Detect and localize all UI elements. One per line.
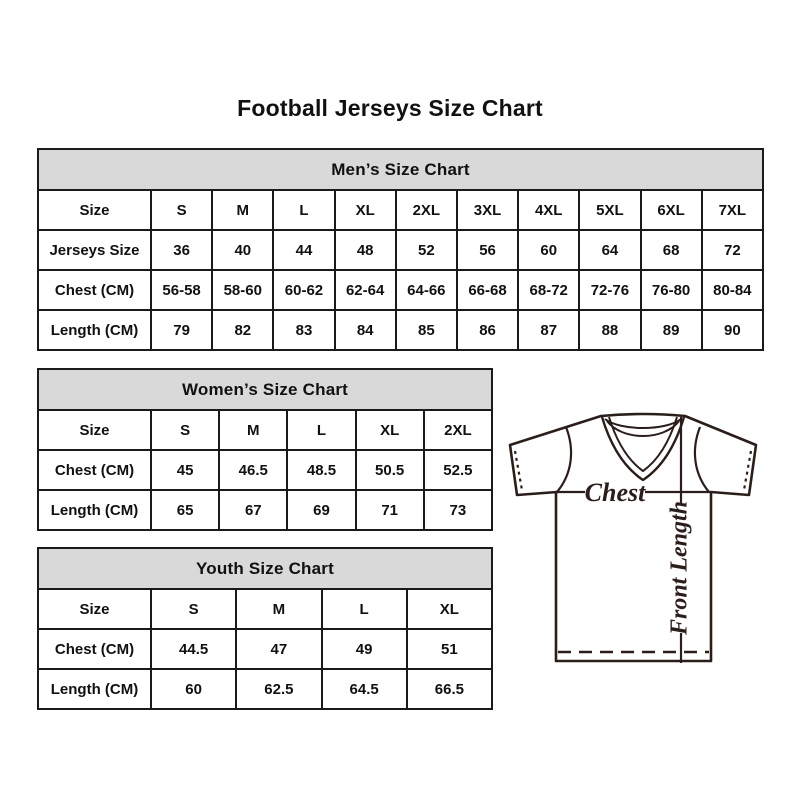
table-row — [38, 410, 492, 450]
value-cell: 56 — [457, 230, 518, 270]
value-cell: 3XL — [457, 190, 518, 230]
womens-size-table — [37, 368, 493, 531]
value-cell: 2XL — [424, 410, 492, 450]
jersey-measurement-diagram — [498, 406, 770, 668]
value-cell: 45 — [151, 450, 219, 490]
value-cell: 89 — [641, 310, 702, 350]
value-cell: 85 — [396, 310, 457, 350]
jersey-outline — [510, 414, 756, 661]
table-title: Women’s Size Chart — [38, 369, 492, 410]
value-cell: 5XL — [579, 190, 640, 230]
table-title-row — [38, 548, 492, 589]
value-cell: 48.5 — [287, 450, 355, 490]
value-cell: 72-76 — [579, 270, 640, 310]
value-cell: 73 — [424, 490, 492, 530]
table-row — [38, 589, 492, 629]
value-cell: S — [151, 589, 236, 629]
table-row — [38, 629, 492, 669]
value-cell: 66-68 — [457, 270, 518, 310]
value-cell: 84 — [335, 310, 396, 350]
value-cell: 60 — [518, 230, 579, 270]
value-cell: 68 — [641, 230, 702, 270]
value-cell: 64 — [579, 230, 640, 270]
table-title: Youth Size Chart — [38, 548, 492, 589]
table-row — [38, 669, 492, 709]
value-cell: 4XL — [518, 190, 579, 230]
value-cell: 2XL — [396, 190, 457, 230]
chest-measure-label: Chest — [584, 478, 646, 507]
table-row — [38, 450, 492, 490]
value-cell: XL — [335, 190, 396, 230]
value-cell: 7XL — [702, 190, 763, 230]
table-row — [38, 270, 763, 310]
value-cell: 6XL — [641, 190, 702, 230]
value-cell: 76-80 — [641, 270, 702, 310]
value-cell: 58-60 — [212, 270, 273, 310]
table-title: Men’s Size Chart — [38, 149, 763, 190]
row-label-cell: Size — [38, 410, 151, 450]
value-cell: 44 — [273, 230, 334, 270]
value-cell: 62.5 — [236, 669, 321, 709]
value-cell: M — [212, 190, 273, 230]
value-cell: 67 — [219, 490, 287, 530]
value-cell: 44.5 — [151, 629, 236, 669]
value-cell: 49 — [322, 629, 407, 669]
value-cell: 64-66 — [396, 270, 457, 310]
row-label-cell: Length (CM) — [38, 310, 151, 350]
value-cell: 72 — [702, 230, 763, 270]
value-cell: 64.5 — [322, 669, 407, 709]
table-row — [38, 310, 763, 350]
row-label-cell: Chest (CM) — [38, 629, 151, 669]
value-cell: 52 — [396, 230, 457, 270]
value-cell: M — [219, 410, 287, 450]
page-title: Football Jerseys Size Chart — [237, 95, 543, 121]
table-row — [38, 490, 492, 530]
value-cell: 52.5 — [424, 450, 492, 490]
row-label-cell: Length (CM) — [38, 490, 151, 530]
value-cell: L — [322, 589, 407, 629]
front-length-measure-label: Front Length — [666, 500, 693, 636]
value-cell: 46.5 — [219, 450, 287, 490]
table-row — [38, 190, 763, 230]
table-title-row — [38, 149, 763, 190]
value-cell: 90 — [702, 310, 763, 350]
value-cell: 48 — [335, 230, 396, 270]
value-cell: 71 — [356, 490, 424, 530]
value-cell: 36 — [151, 230, 212, 270]
value-cell: 56-58 — [151, 270, 212, 310]
value-cell: 83 — [273, 310, 334, 350]
value-cell: S — [151, 410, 219, 450]
value-cell: 47 — [236, 629, 321, 669]
value-cell: 68-72 — [518, 270, 579, 310]
value-cell: 50.5 — [356, 450, 424, 490]
value-cell: 87 — [518, 310, 579, 350]
row-label-cell: Jerseys Size — [38, 230, 151, 270]
youth-size-table — [37, 547, 493, 710]
value-cell: 80-84 — [702, 270, 763, 310]
mens-size-table — [37, 148, 764, 351]
value-cell: L — [273, 190, 334, 230]
value-cell: 65 — [151, 490, 219, 530]
value-cell: XL — [356, 410, 424, 450]
value-cell: S — [151, 190, 212, 230]
value-cell: 69 — [287, 490, 355, 530]
value-cell: L — [287, 410, 355, 450]
value-cell: 79 — [151, 310, 212, 350]
value-cell: 86 — [457, 310, 518, 350]
value-cell: 62-64 — [335, 270, 396, 310]
value-cell: 88 — [579, 310, 640, 350]
value-cell: M — [236, 589, 321, 629]
row-label-cell: Chest (CM) — [38, 270, 151, 310]
row-label-cell: Size — [38, 589, 151, 629]
row-label-cell: Chest (CM) — [38, 450, 151, 490]
value-cell: 82 — [212, 310, 273, 350]
value-cell: 51 — [407, 629, 492, 669]
value-cell: 40 — [212, 230, 273, 270]
table-row — [38, 230, 763, 270]
value-cell: 60 — [151, 669, 236, 709]
measurement-guides — [556, 417, 711, 663]
value-cell: 60-62 — [273, 270, 334, 310]
value-cell: XL — [407, 589, 492, 629]
table-title-row — [38, 369, 492, 410]
value-cell: 66.5 — [407, 669, 492, 709]
row-label-cell: Size — [38, 190, 151, 230]
row-label-cell: Length (CM) — [38, 669, 151, 709]
